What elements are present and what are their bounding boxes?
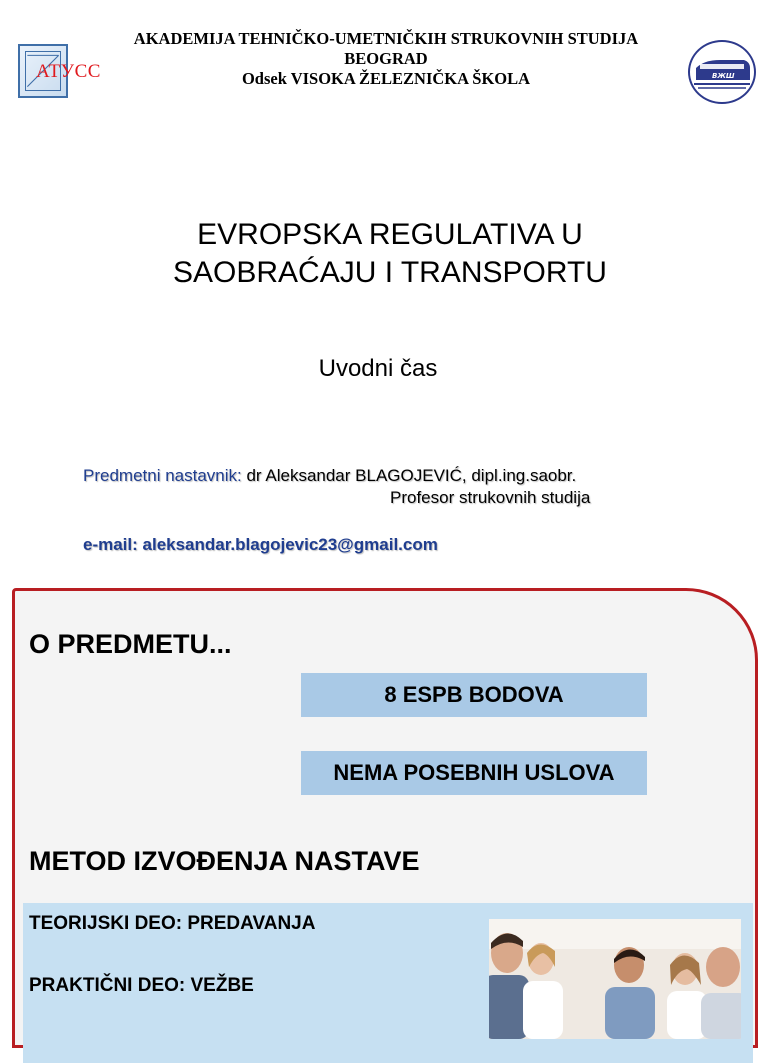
credits-badge: 8 ESPB BODOVA bbox=[301, 673, 647, 717]
course-title-line1: EVROPSKA REGULATIVA U bbox=[197, 218, 583, 251]
institution-department: Odsek VISOKA ŽELEZNIČKA ŠKOLA bbox=[241, 69, 531, 88]
course-info-slide bbox=[12, 588, 758, 1048]
students-photo bbox=[489, 919, 741, 1039]
institution-city: BEOGRAD bbox=[344, 49, 428, 68]
teacher-line bbox=[83, 465, 576, 486]
atuss-logo-text: АТУСС bbox=[36, 61, 101, 82]
institution-header bbox=[80, 29, 692, 89]
method-item-practice: PRAKTIČNI DEO: VEŽBE bbox=[29, 975, 254, 996]
teacher-name: dr Aleksandar BLAGOJEVIĆ, dipl.ing.saobr. bbox=[241, 466, 577, 485]
teaching-method-heading: METOD IZVOĐENJA NASTAVE bbox=[29, 846, 420, 876]
course-title-line2: SAOBRAĆAJU I TRANSPORTU bbox=[173, 256, 607, 289]
requirements-badge: NEMA POSEBNIH USLOVA bbox=[301, 751, 647, 795]
teacher-email[interactable]: e-mail: aleksandar.blagojevic23@gmail.com bbox=[83, 535, 438, 554]
institution-name: AKADEMIJA TEHNIČKO-UMETNIČKIH STRUKOVNIH STUDIJA bbox=[133, 29, 639, 48]
teacher-label: Predmetni nastavnik: bbox=[83, 466, 242, 485]
teacher-title: Profesor strukovnih studija bbox=[390, 488, 591, 507]
vzs-train-logo-icon bbox=[688, 40, 756, 104]
course-title bbox=[90, 216, 690, 292]
about-course-heading: O PREDMETU... bbox=[29, 629, 232, 659]
svg-text:ВЖШ: ВЖШ bbox=[712, 72, 735, 80]
method-item-theory: TEORIJSKI DEO: PREDAVANJA bbox=[29, 913, 316, 934]
lecture-subtitle: Uvodni čas bbox=[318, 355, 438, 382]
